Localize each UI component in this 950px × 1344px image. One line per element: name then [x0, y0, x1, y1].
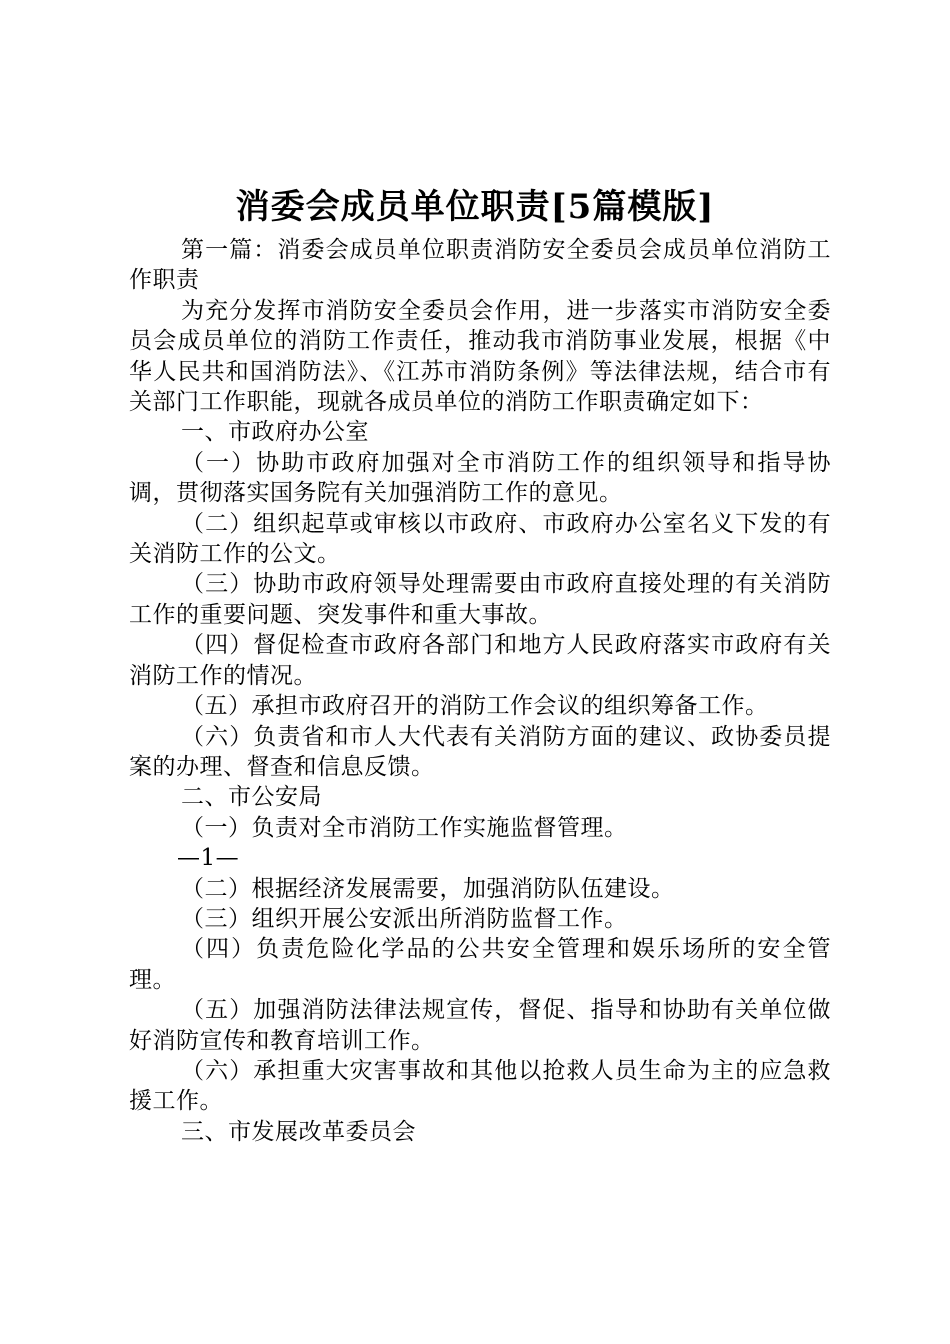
- paragraph-office-item-2: （二）组织起草或审核以市政府、市政府办公室名义下发的有关消防工作的公文。: [129, 510, 831, 568]
- page-number: —1—: [177, 845, 240, 872]
- document-title: 消委会成员单位职责[5篇模版]: [235, 187, 715, 227]
- paragraph-police-item-4: （四）负责危险化学品的公共安全管理和娱乐场所的安全管理。: [129, 936, 831, 993]
- paragraph-office-item-3: （三）协助市政府领导处理需要由市政府直接处理的有关消防工作的重要问题、突发事件和重大事故。: [129, 571, 831, 628]
- paragraph-office-item-4: （四）督促检查市政府各部门和地方人民政府落实市政府有关消防工作的情况。: [129, 632, 831, 689]
- paragraph-office-item-6: （六）负责省和市人大代表有关消防方面的建议、政协委员提案的办理、督查和信息反馈。: [129, 723, 831, 780]
- paragraph-office-item-5: （五）承担市政府召开的消防工作会议的组织筹备工作。: [181, 693, 769, 720]
- paragraph-chapter-heading: 第一篇：消委会成员单位职责消防安全委员会成员单位消防工作职责: [129, 237, 831, 294]
- section-heading-police: 二、市公安局: [181, 784, 322, 811]
- paragraph-office-item-1: （一）协助市政府加强对全市消防工作的组织领导和指导协调，贯彻落实国务院有关加强消防工作的意见。: [129, 449, 831, 507]
- section-heading-development: 三、市发展改革委员会: [181, 1118, 416, 1145]
- paragraph-police-item-6: （六）承担重大灾害事故和其他以抢救人员生命为主的应急救援工作。: [129, 1057, 831, 1115]
- paragraph-police-item-2: （二）根据经济发展需要，加强消防队伍建设。: [181, 875, 675, 902]
- paragraph-police-item-3: （三）组织开展公安派出所消防监督工作。: [181, 905, 628, 932]
- paragraph-intro: 为充分发挥市消防安全委员会作用，进一步落实市消防安全委员会成员单位的消防工作责任，推动我市消防事业发展，根据《中华人民共和国消防法》、《江苏市消防条例》等法律法规，结合市有关部门工作职能，现就各成员单位的消防工作职责确定如下：: [129, 297, 831, 416]
- document-body: [129, 235, 831, 1147]
- paragraph-police-item-1: （一）负责对全市消防工作实施监督管理。: [181, 814, 628, 841]
- section-heading-office: 一、市政府办公室: [181, 419, 369, 446]
- paragraph-police-item-5: （五）加强消防法律法规宣传，督促、指导和协助有关单位做好消防宣传和教育培训工作。: [129, 997, 831, 1054]
